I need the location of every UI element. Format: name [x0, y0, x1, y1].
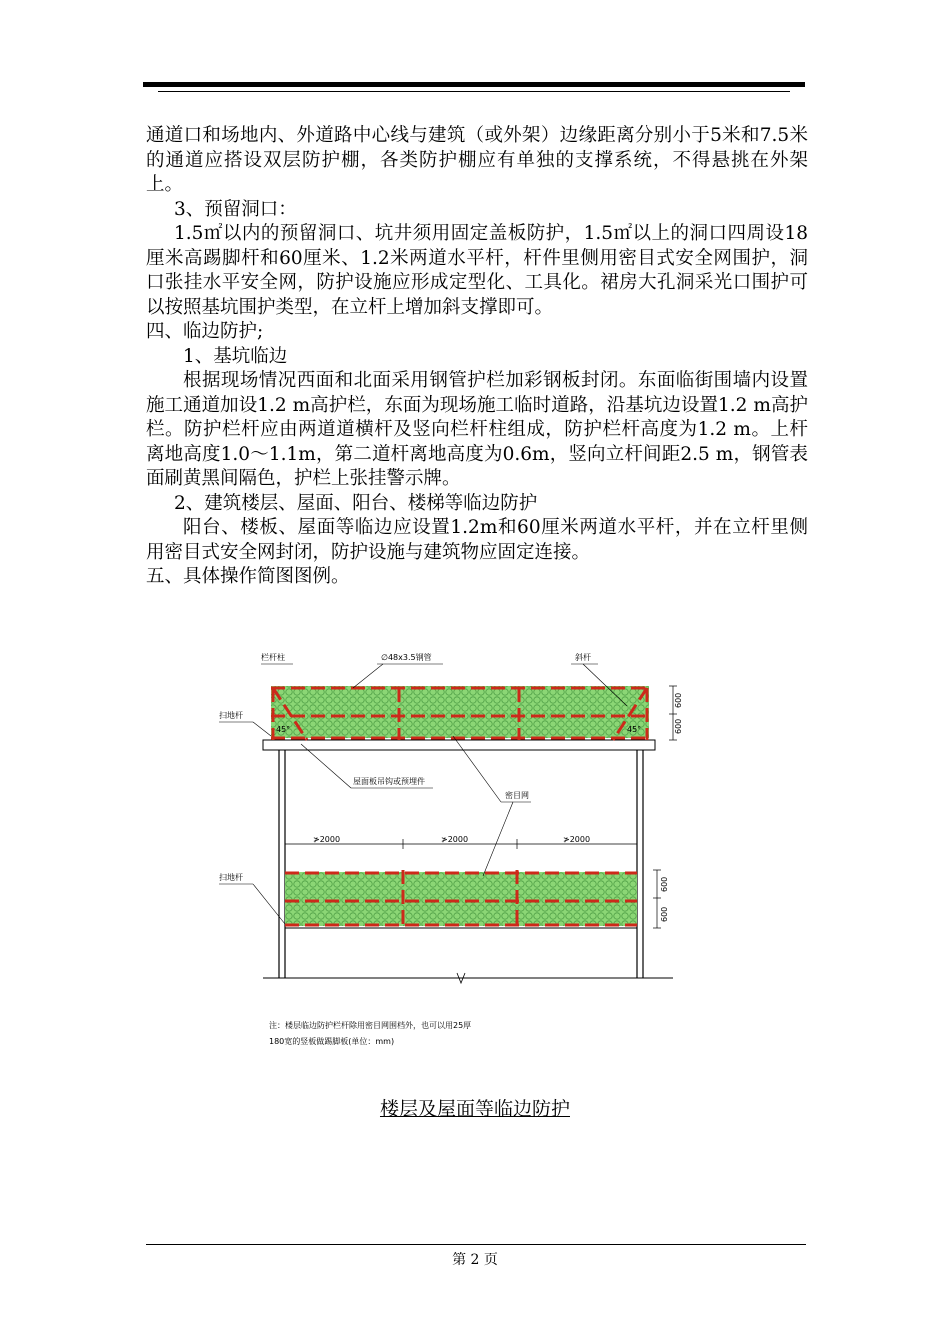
note-line-1: 注：楼层临边防护栏杆除用密目网围档外，也可以用25厚: [269, 1021, 472, 1030]
mesh-panel-top: [271, 686, 649, 738]
figure-caption: 楼层及屋面等临边防护: [379, 1098, 570, 1120]
footer-rule: [146, 1244, 806, 1245]
heading-reserved-openings: 3、预留洞口：: [174, 198, 297, 220]
mesh-panel-bottom: [285, 872, 637, 926]
heading-edge-protection: 四、临边防护;: [146, 321, 264, 342]
roof-slab: [263, 740, 655, 750]
paragraph-reserved-openings: 1.5㎡以内的预留洞口、坑井须用固定盖板防护，1.5㎡以上的洞口四周设18厘米高踢脚杆和60厘米、1.2米两道水平杆，杆件里侧用密目式安全网围护，洞口张挂水平安全网，防护设施应形成定型化、工具化。裙房大孔洞采光口围护可以按照基坑围护类型，在立杆上增加斜支撑即可。: [146, 223, 808, 318]
paragraph-pit-edge: 根据现场情况西面和北面采用钢管护栏加彩钢板封闭。东面临街围墙内设置施工通道加设1.2 m高护栏，东面为现场施工临时道路，沿基坑边设置1.2 m高护栏。防护栏杆应由两道道横杆及竖向栏杆柱组成，防护栏杆高度为1.2 m。上杆离地高度1.0～1.1m，第二道杆离地高度为0.6m，竖向立杆间距2.5 m，钢管表面刷黄黑间隔色，护栏上张挂警示牌。: [146, 370, 808, 489]
label-brace: 斜杆: [575, 653, 591, 662]
dim-bottom-2: 600: [660, 906, 669, 922]
label-post: 栏杆柱: [261, 653, 285, 662]
dim-top-1: 600: [674, 692, 683, 708]
heading-floor-edge: 2、建筑楼层、屋面、阳台、楼梯等临边防护: [174, 492, 538, 514]
spacing-label-1: ≯2000: [313, 835, 341, 844]
heading-pit-edge: 1、基坑临边: [183, 345, 288, 367]
body-text: [146, 124, 808, 590]
label-anchor: 屋面板吊钩或预埋件: [353, 777, 425, 786]
label-pipe: ∅48x3.5钢管: [381, 653, 432, 662]
edge-protection-diagram: [213, 648, 683, 1058]
note-line-2: 180宽的竖板做踢脚板(单位：mm): [269, 1037, 395, 1046]
paragraph-floor-edge: 阳台、楼板、屋面等临边应设置1.2m和60厘米两道水平杆，并在立杆里侧用密目式安全网封闭，防护设施与建筑物应固定连接。: [146, 517, 808, 563]
spacing-label-3: ≯2000: [563, 835, 591, 844]
dim-bottom-1: 600: [660, 876, 669, 892]
label-angle-2: 45°: [627, 725, 642, 734]
header-rule-thick: [143, 82, 805, 87]
header-rule-thin: [158, 91, 790, 92]
label-mesh: 密目网: [505, 791, 529, 800]
paragraph-1: 通道口和场地内、外道路中心线与建筑（或外架）边缘距离分别小于5米和7.5米的通道应搭设双层防护棚，各类防护棚应有单独的支撑系统，不得悬挑在外架上。: [146, 125, 808, 195]
spacing-label-2: ≯2000: [441, 835, 469, 844]
dim-top-2: 600: [674, 718, 683, 734]
label-sweep-bottom: 扫地杆: [219, 873, 243, 882]
label-sweep-top: 扫地杆: [219, 711, 243, 720]
page-number: 第 2 页: [452, 1252, 498, 1268]
label-angle-1: 45°: [276, 725, 291, 734]
heading-diagram: 五、具体操作简图图例。: [146, 566, 350, 587]
